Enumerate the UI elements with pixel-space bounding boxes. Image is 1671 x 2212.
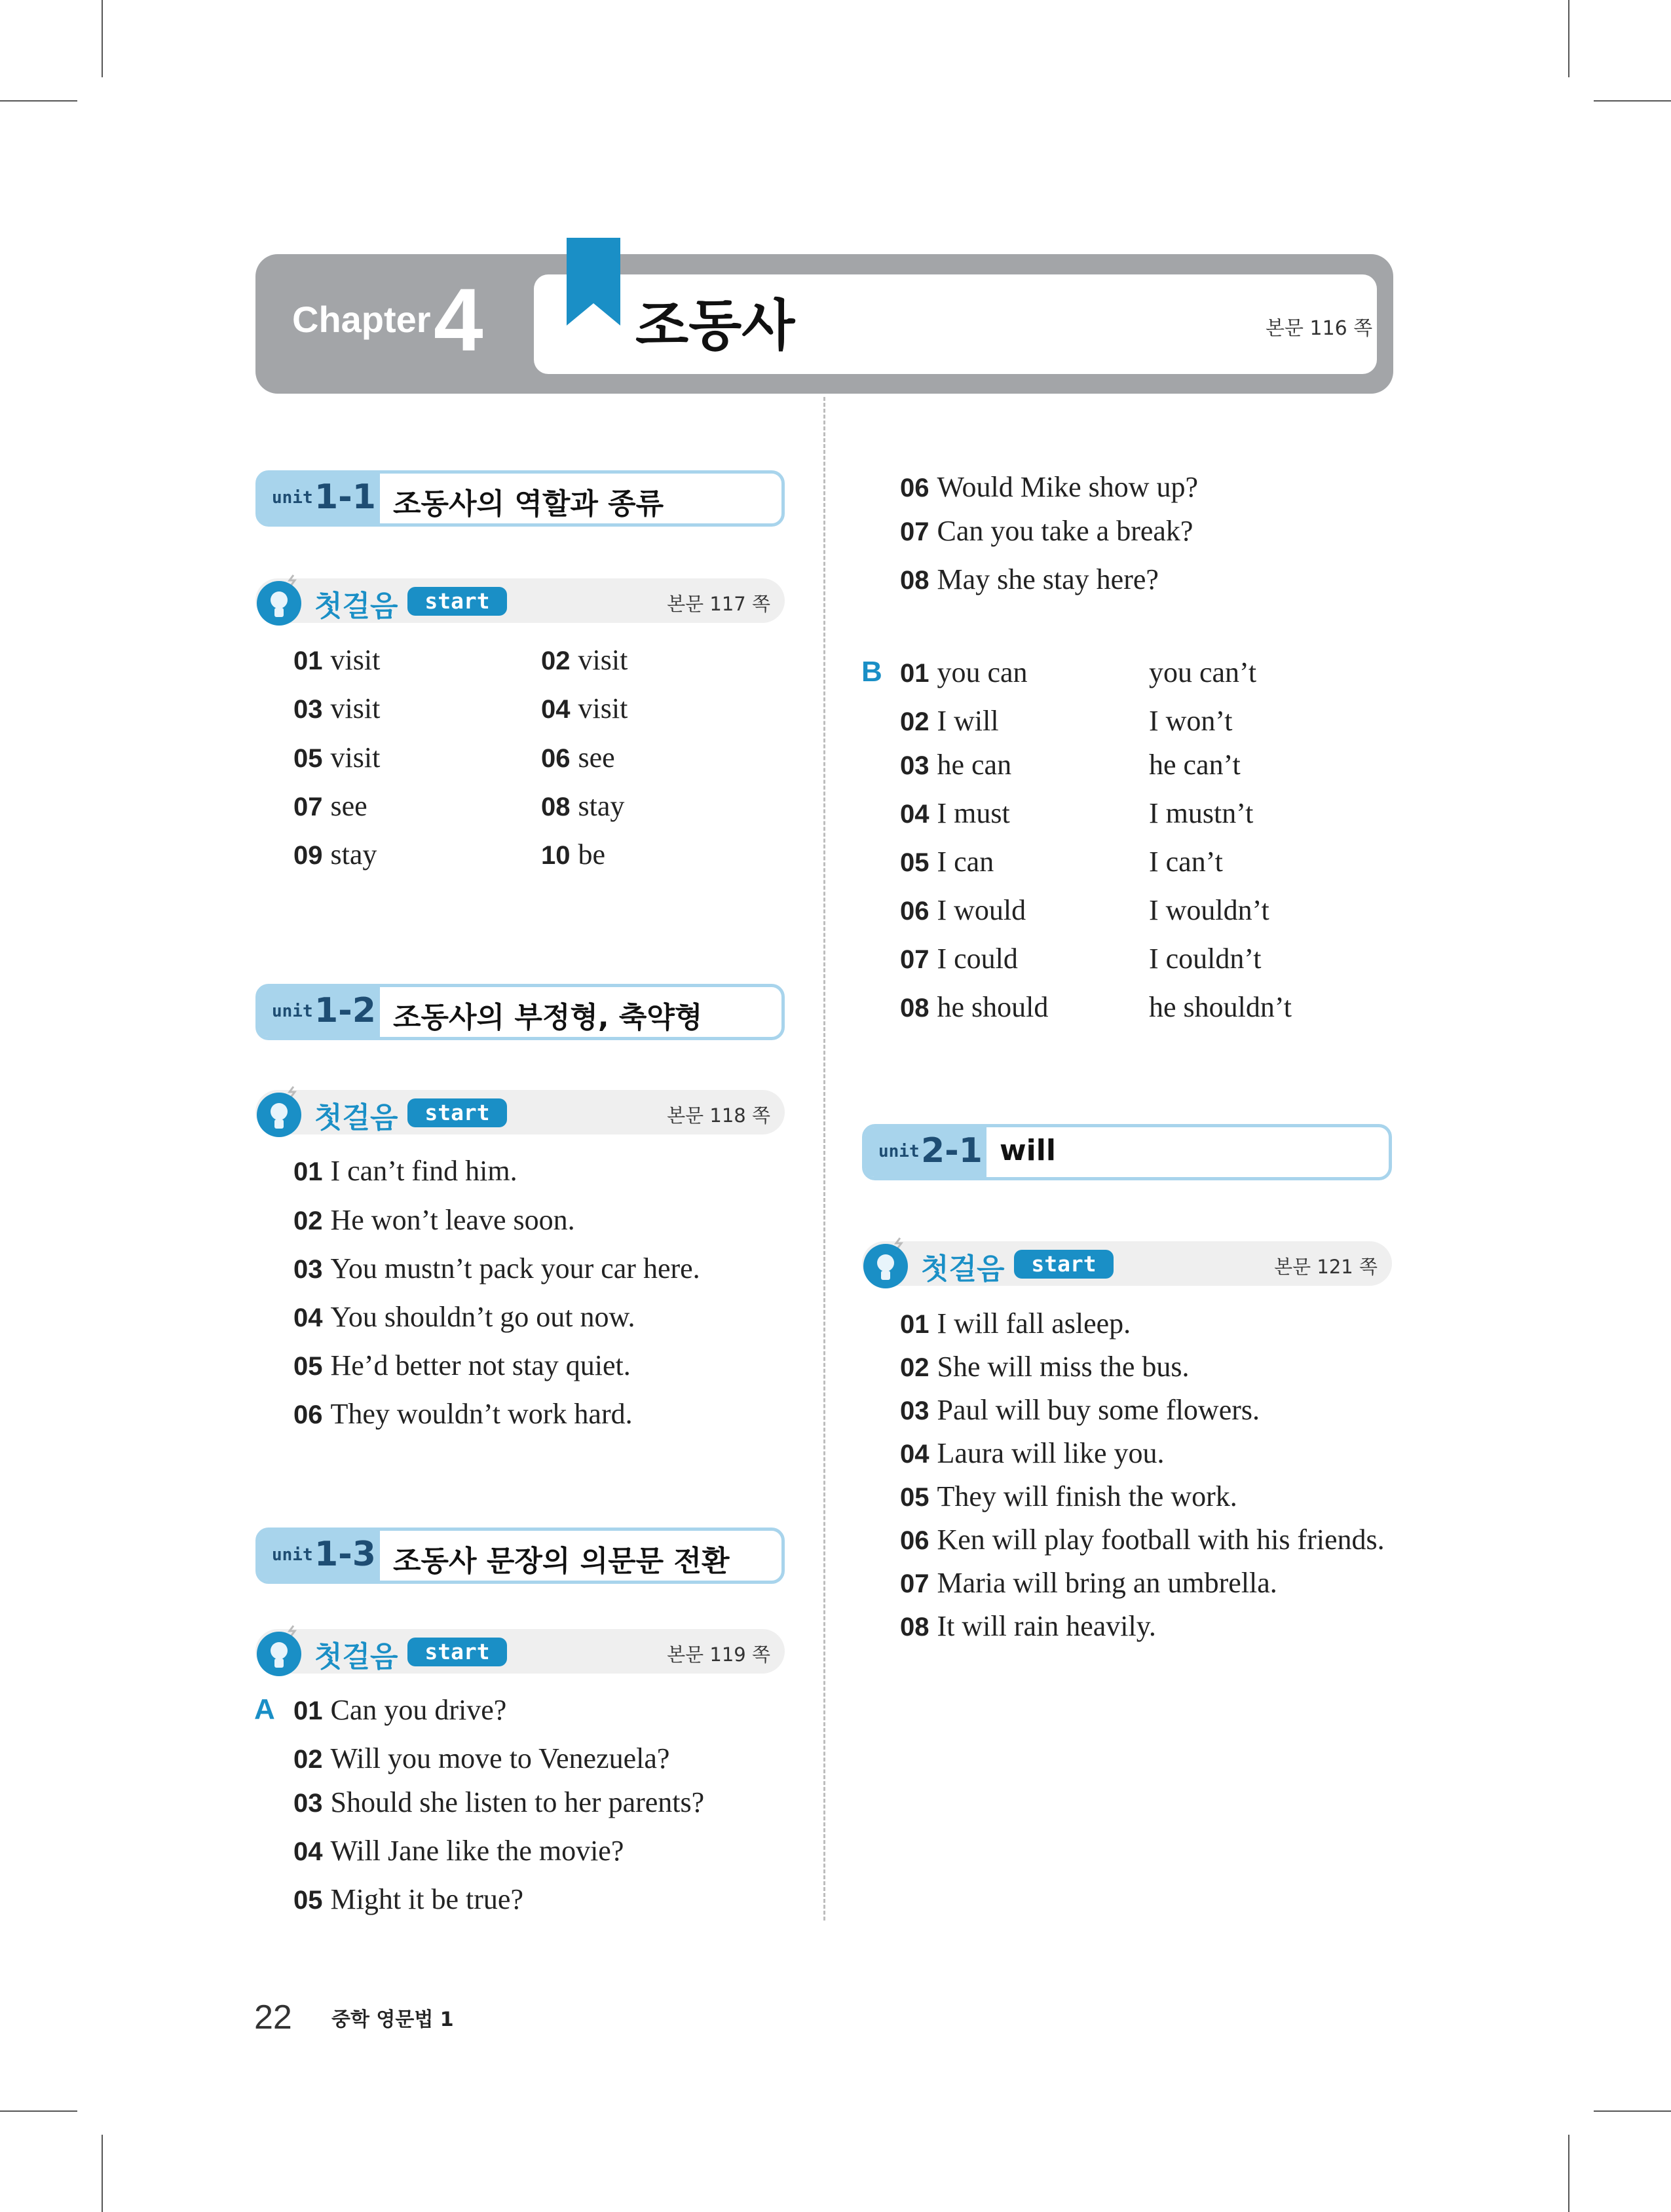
page-number: 22 bbox=[254, 1998, 292, 2036]
answer-item: 10 be bbox=[541, 838, 606, 871]
page-ref: 본문 117 쪽 bbox=[667, 593, 770, 615]
lightbulb-icon bbox=[255, 574, 303, 628]
page-ref: 본문 121 쪽 bbox=[1274, 1256, 1378, 1278]
lightbulb-icon bbox=[255, 1624, 303, 1678]
unit-word: unit bbox=[272, 1002, 313, 1021]
answer-item: 08 It will rain heavily. bbox=[900, 1610, 1156, 1642]
answer-item: 01 I can’t find him. bbox=[293, 1155, 517, 1187]
answer-contraction: you can’t bbox=[1149, 656, 1257, 688]
lightbulb-icon bbox=[255, 1085, 303, 1139]
unit-title: 조동사의 역할과 종류 bbox=[393, 487, 664, 521]
answer-contraction: he shouldn’t bbox=[1149, 991, 1292, 1023]
start-label: 첫걸음 bbox=[921, 1252, 1005, 1286]
answer-item: 03 visit bbox=[293, 692, 381, 724]
start-bar-1-1 bbox=[255, 578, 785, 623]
crop-mark bbox=[0, 100, 77, 102]
crop-mark bbox=[1568, 0, 1569, 77]
chapter-number: 4 bbox=[434, 270, 483, 369]
book-title: 중학 영문법 1 bbox=[331, 2008, 454, 2031]
unit-title: will bbox=[1000, 1134, 1056, 1167]
answer-contraction: I wouldn’t bbox=[1149, 894, 1269, 926]
bookmark-icon bbox=[567, 238, 620, 326]
answer-contraction: I can’t bbox=[1149, 846, 1223, 878]
crop-mark bbox=[1594, 100, 1671, 102]
unit-tag bbox=[259, 474, 380, 523]
page-ref: 본문 118 쪽 bbox=[667, 1104, 770, 1127]
answer-item: 01 you can bbox=[900, 656, 1028, 688]
answer-item: 02 Will you move to Venezuela? bbox=[293, 1742, 670, 1774]
answer-item: 06 I would bbox=[900, 894, 1026, 926]
answer-item: 07 I could bbox=[900, 943, 1018, 975]
answer-item: 03 Should she listen to her parents? bbox=[293, 1786, 705, 1818]
unit-number: 1-2 bbox=[314, 991, 376, 1030]
unit-header-1-3 bbox=[255, 1528, 785, 1584]
lightbulb-icon bbox=[862, 1237, 909, 1290]
answer-contraction: he can’t bbox=[1149, 749, 1241, 781]
answer-item: 01 visit bbox=[293, 644, 381, 676]
start-badge: start bbox=[407, 1098, 507, 1127]
answer-item: 04 You shouldn’t go out now. bbox=[293, 1301, 635, 1333]
start-badge: start bbox=[407, 587, 507, 616]
unit-word: unit bbox=[878, 1142, 920, 1161]
crop-mark bbox=[1594, 2110, 1671, 2112]
unit-header-1-2 bbox=[255, 984, 785, 1040]
part-b-label: B bbox=[861, 656, 882, 688]
unit-title: 조동사의 부정형, 축약형 bbox=[393, 1001, 703, 1034]
chapter-title: 조동사 bbox=[635, 293, 795, 358]
answer-item: 06 They wouldn’t work hard. bbox=[293, 1398, 633, 1430]
answer-item: 01 I will fall asleep. bbox=[900, 1307, 1131, 1340]
answer-item: 05 I can bbox=[900, 846, 994, 878]
answer-item: 06 Ken will play football with his friends. bbox=[900, 1524, 1385, 1556]
crop-mark bbox=[102, 0, 103, 77]
start-bar-1-3 bbox=[255, 1629, 785, 1674]
start-badge: start bbox=[407, 1638, 507, 1666]
answer-item: 04 Will Jane like the movie? bbox=[293, 1835, 624, 1867]
answer-item: 03 Paul will buy some flowers. bbox=[900, 1394, 1260, 1426]
answer-item: 02 visit bbox=[541, 644, 628, 676]
unit-word: unit bbox=[272, 1545, 313, 1565]
answer-item: 09 stay bbox=[293, 838, 377, 871]
chapter-label: Chapter bbox=[292, 299, 431, 340]
chapter-page-ref: 본문 116 쪽 bbox=[1266, 317, 1373, 340]
unit-tag bbox=[259, 1531, 380, 1581]
part-a-label: A bbox=[254, 1693, 275, 1725]
unit-number: 2-1 bbox=[921, 1131, 983, 1171]
unit-tag bbox=[259, 987, 380, 1037]
answer-item: 05 They will finish the work. bbox=[900, 1480, 1237, 1512]
answer-item: 03 he can bbox=[900, 749, 1012, 781]
unit-number: 1-1 bbox=[314, 478, 376, 517]
crop-mark bbox=[102, 2135, 103, 2212]
crop-mark bbox=[0, 2110, 77, 2112]
answer-item: 03 You mustn’t pack your car here. bbox=[293, 1252, 700, 1284]
start-bar-2-1 bbox=[862, 1241, 1392, 1286]
crop-mark bbox=[1568, 2135, 1569, 2212]
answer-item: 02 He won’t leave soon. bbox=[293, 1204, 575, 1236]
answer-item: 02 I will bbox=[900, 705, 999, 737]
answer-item: 02 She will miss the bus. bbox=[900, 1351, 1190, 1383]
answer-item: 08 stay bbox=[541, 790, 625, 822]
unit-tag bbox=[865, 1127, 986, 1177]
start-label: 첫걸음 bbox=[314, 1640, 398, 1674]
answer-contraction: I won’t bbox=[1149, 705, 1233, 737]
start-label: 첫걸음 bbox=[314, 1101, 398, 1134]
unit-word: unit bbox=[272, 488, 313, 508]
unit-number: 1-3 bbox=[314, 1535, 376, 1574]
answer-item: 05 visit bbox=[293, 741, 381, 774]
answer-item: 05 He’d better not stay quiet. bbox=[293, 1349, 631, 1381]
unit-header-2-1 bbox=[862, 1124, 1392, 1180]
answer-item: 07 see bbox=[293, 790, 367, 822]
answer-item: 06 Would Mike show up? bbox=[900, 471, 1199, 503]
start-bar-1-2 bbox=[255, 1090, 785, 1134]
answer-item: 06 see bbox=[541, 741, 615, 774]
answer-item: 08 he should bbox=[900, 991, 1049, 1023]
unit-title: 조동사 문장의 의문문 전환 bbox=[393, 1545, 730, 1578]
answer-item: 07 Maria will bring an umbrella. bbox=[900, 1567, 1277, 1599]
answer-item: 04 Laura will like you. bbox=[900, 1437, 1165, 1469]
answer-item: 04 visit bbox=[541, 692, 628, 724]
unit-header-1-1 bbox=[255, 470, 785, 527]
page-ref: 본문 119 쪽 bbox=[667, 1643, 770, 1666]
answer-item: 08 May she stay here? bbox=[900, 563, 1159, 595]
start-label: 첫걸음 bbox=[314, 590, 398, 623]
answer-item: 05 Might it be true? bbox=[293, 1883, 523, 1915]
start-badge: start bbox=[1014, 1250, 1114, 1279]
answer-contraction: I couldn’t bbox=[1149, 943, 1262, 975]
answer-contraction: I mustn’t bbox=[1149, 797, 1254, 829]
answer-item: 07 Can you take a break? bbox=[900, 515, 1193, 547]
column-divider bbox=[823, 397, 825, 1921]
answer-item: 04 I must bbox=[900, 797, 1010, 829]
answer-item: 01 Can you drive? bbox=[293, 1694, 507, 1726]
